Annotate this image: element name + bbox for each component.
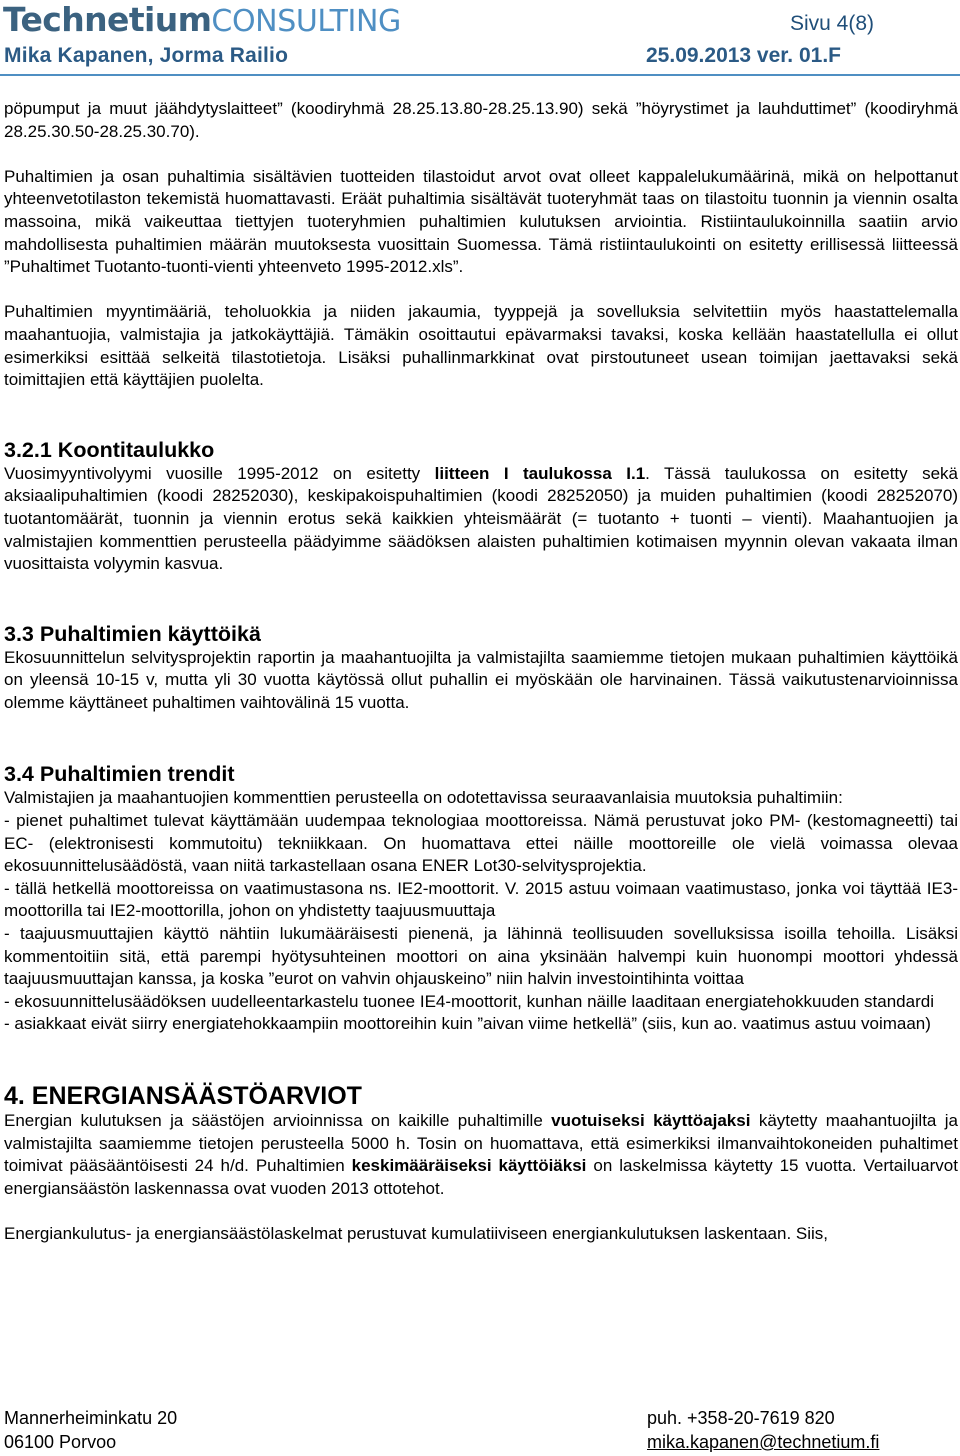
paragraph: Energian kulutuksen ja säästöjen arvioinnissa on kaikille puhaltimille vuotuiseksi käyttöajaksi käytetty maahantuojilta ja valmistajilta saamiemme tietojen perusteella 5000 h. Tosin on huomattava, että esimerkiksi ilmanvaihtokoneiden puhaltimet toimivat pääsääntöisesti 24 h/d. Puhaltimien keskimääräiseksi käyttöiäksi on laskelmissa käytetty 15 vuotta. Vertailuarvot energiansäästön laskennassa ovat vuoden 2013 ottotehot. (4, 1111, 958, 1198)
list-item: - asiakkaat eivät siirry energiatehokkaampiin moottoreihin kuin ”aivan viime hetkellä” (siis, kun ao. vaatimus astuu voimaan) (4, 1014, 931, 1034)
paragraph: pöpumput ja muut jäähdytyslaitteet” (koodiryhmä 28.25.13.80-28.25.13.90) sekä ”höyrystimet ja lauhduttimet” (koodiryhmä 28.25.30.50-28.25.30.70). (4, 99, 958, 141)
page-number: Sivu 4(8) (790, 12, 875, 35)
footer-phone: puh. +358-20-7619 820 (647, 1408, 835, 1428)
section-heading-3-3: 3.3 Puhaltimien käyttöikä (4, 621, 261, 646)
footer-address-city: 06100 Porvoo (4, 1432, 117, 1452)
section-heading-3-2-1: 3.2.1 Koontitaulukko (4, 437, 215, 462)
list-item: - tällä hetkellä moottoreissa on vaatimustasona ns. IE2-moottorit. V. 2015 astuu voimaan vaatimustaso, jonka voi täyttää IE3-moottorilla tai IE2-moottorilla, johon on yhdistetty taajuusmuuttaja (4, 878, 958, 921)
paragraph: Vuosimyyntivolyymi vuosille 1995-2012 on esitetty liitteen I taulukossa I.1. Tässä taulukossa on esitetty sekä aksiaalipuhaltimien (koodi 28252030), keskipakoispuhaltimien (koodi 28252050) ja muiden puhaltimien (koodi 28252070) tuotantomäärät, tuonnin ja viennin erotus sekä kaikkien yhteismäärät (= tuotanto + tuonti – vienti). Maahantuojien ja valmistajien kommenttien perusteella päädyimme säädöksen alaisten puhaltimien kotimaisen myynnin olevan vakaata ilman vuosittaista volyymin kasvua. (4, 463, 958, 574)
authors: Mika Kapanen, Jorma Railio (4, 44, 289, 67)
paragraph: Valmistajien ja maahantuojien kommenttien perusteella on odotettavissa seuraavanlaisia muutoksia puhaltimiin: (4, 788, 843, 808)
page-header (0, 0, 960, 76)
paragraph: Ekosuunnittelun selvitysprojektin raportin ja maahantuojilta ja valmistajilta saamiemme tietojen mukaan puhaltimien käyttöikä on yleensä 10-15 v, mutta yli 30 vuotta käytössä ollut puhallin ei myöskään ole harvinainen. Tässä vaikutustenarvioinnissa olemme käyttäneet puhaltimen vaihtovälinä 15 vuotta. (4, 647, 958, 712)
footer-email-link[interactable]: mika.kapanen@technetium.fi (647, 1432, 880, 1452)
table-reference: liitteen I taulukossa I.1 (434, 463, 646, 483)
logo-consulting: CONSULTING (211, 4, 401, 39)
company-logo (3, 0, 401, 39)
section-heading-4: 4. ENERGIANSÄÄSTÖARVIOT (4, 1082, 362, 1110)
footer-address-street: Mannerheiminkatu 20 (4, 1408, 178, 1428)
document-version: 25.09.2013 ver. 01.F (646, 44, 841, 67)
section-heading-3-4: 3.4 Puhaltimien trendit (4, 762, 235, 787)
paragraph: Energiankulutus- ja energiansäästölaskelmat perustuvat kumulatiiviseen energiankulutuksen laskentaan. Siis, (4, 1223, 829, 1243)
list-item: - taajuusmuuttajien käyttö nähtiin lukumääräisesti pienenä, ja lähinnä teollisuuden sovelluksissa isoilla tehoilla. Lisäksi kommentoitiin sitä, että parempi hyötysuhteinen moottori on aina yksinään halvempi kuin huonompi moottori yhdessä taajuusmuuttajan kanssa, ja koska ”eurot on vahvin ohjauskeino” niin halvin investointihinta voittaa (4, 924, 958, 989)
header-divider (0, 74, 960, 76)
list-item: - ekosuunnittelusäädöksen uudelleentarkastelu tuonee IE4-moottorit, kunhan näille laaditaan energiatehokkuuden standardi (4, 991, 934, 1011)
paragraph: Puhaltimien ja osan puhaltimia sisältävien tuotteiden tilastoidut arvot ovat olleet kappalelukumäärinä, mikä on helpottanut yhteenvetotilaston tekemistä huomattavasti. Eräät puhaltimia sisältävät tuoteryhmät taas on tilastoitu tuonnin ja viennin osalta massoina, mikä vaikeuttaa tiettyjen tuoteryhmien puhaltimien kulutuksen arviointia. Ristiintaulukoinnilla saatiin arvio mahdollisesta puhaltimien määrän muutoksesta vuosittain Suomessa. Tämä ristiintaulukointi on esitetty erillisessä liitteessä ”Puhaltimet Tuotanto-tuonti-vienti yhteenveto 1995-2012.xls”. (4, 166, 958, 277)
logo-technetium: Technetium (3, 0, 212, 39)
list-item: - pienet puhaltimet tulevat käyttämään uudempaa teknologiaa moottoreissa. Nämä perustuvat joko PM- (kestomagneetti) tai EC- (elektronisesti kommutoitu) tekniikkaan. On huomattava ettei näille moottoreille ole vielä voimassa olevaa ekosuunnittelusäädöstä, vaan niitä tarkastellaan osana ENER Lot30-selvitysprojektia. (4, 811, 958, 876)
paragraph: Puhaltimien myyntimääriä, teholuokkia ja niiden jakaumia, tyyppejä ja sovelluksia selvitettiin myös haastattelemalla maahantuojia, valmistajia ja jatkokäyttäjiä. Tämäkin osoittautui epävarmaksi tavaksi, koska kellään haastatellulla ei ollut esimerkiksi esittää selkeitä tilastotietoja. Lisäksi puhallinmarkkinat ovat pirstoutuneet usean toimijan jaettavaksi sekä toimittajien että käyttäjien puolelta. (4, 302, 958, 390)
document-body (4, 98, 958, 1246)
